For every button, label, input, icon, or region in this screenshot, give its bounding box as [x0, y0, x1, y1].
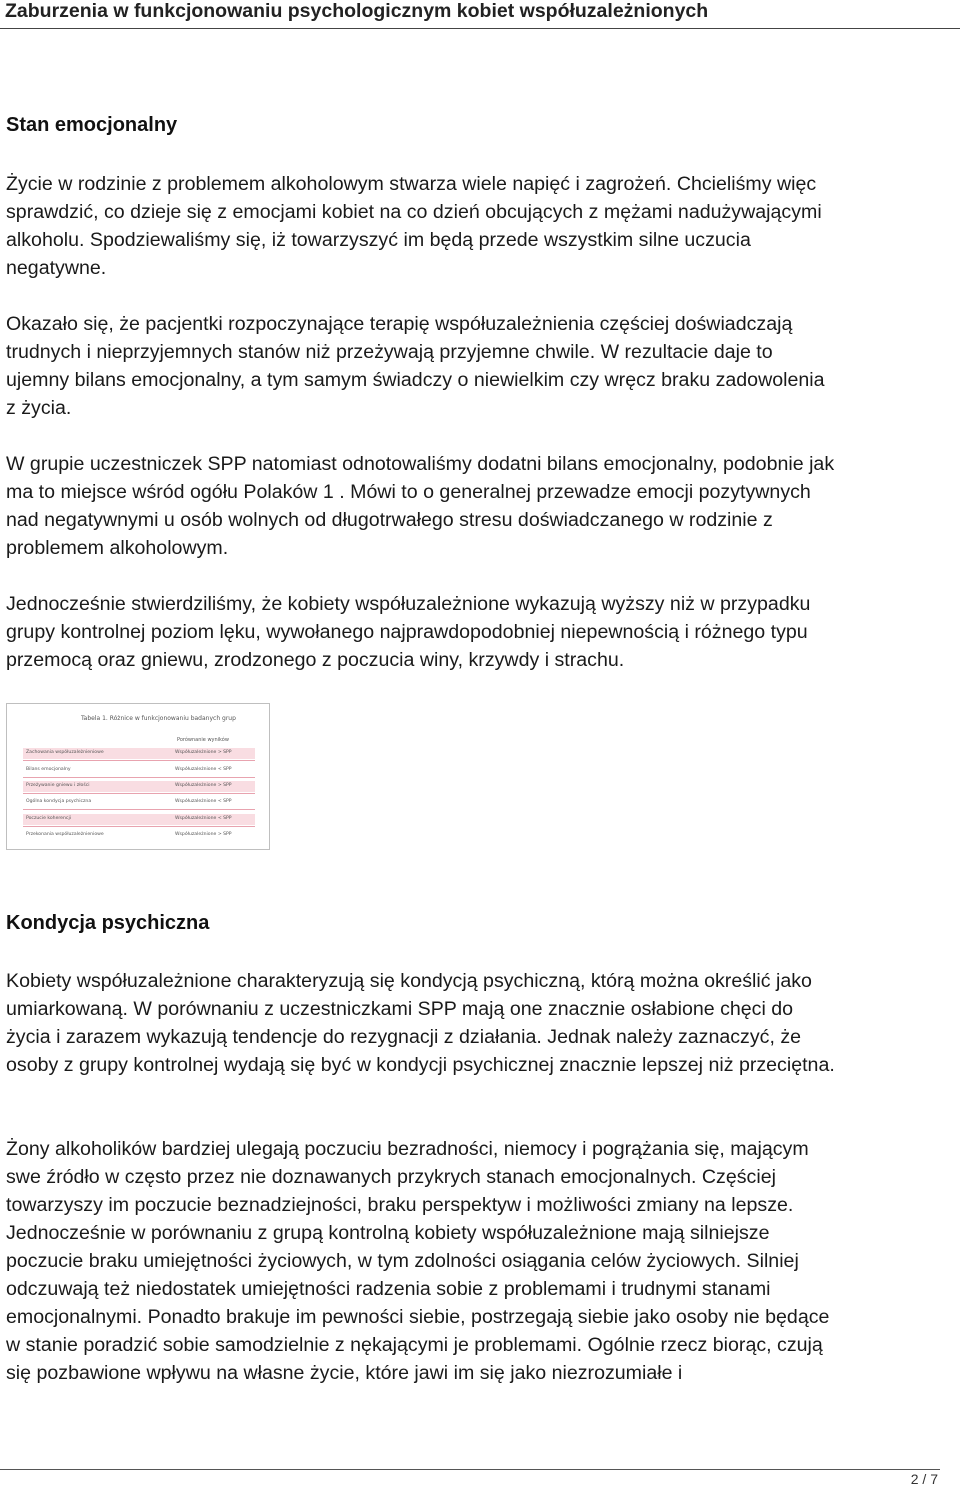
- text-line: przemocą oraz gniewu, zrodzonego z poczucia winy, krzywdy i strachu.: [6, 649, 625, 671]
- text-line: ma to miejsce wśród ogółu Polaków 1 . Mówi to o generalnej przewadze emocji pozytywnych: [6, 481, 811, 503]
- table-divider: [23, 760, 255, 761]
- heading-kondycja-psychiczna: Kondycja psychiczna: [6, 912, 210, 934]
- table-row-label: Bilans emocjonalny: [26, 767, 71, 772]
- text-line: życia i zarazem wykazują tendencje do rezygnacji z działania. Jednak należy zaznaczyć, że: [6, 1026, 802, 1048]
- table-row: [23, 797, 255, 808]
- paragraph-stan-3: [6, 450, 958, 562]
- text-line: negatywne.: [6, 257, 107, 279]
- paragraph-kondycja-1: [6, 967, 958, 1079]
- table-row: [23, 748, 255, 759]
- text-line: ujemny bilans emocjonalny, a tym samym świadczy o niewielkim czy wręcz braku zadowolenia: [6, 369, 825, 391]
- text-line: Jednocześnie stwierdziliśmy, że kobiety współuzależnione wykazują wyższy niż w przypadku: [6, 593, 811, 615]
- table-row-comparison: Współuzależnione > SPP: [175, 750, 232, 755]
- table-divider: [23, 793, 255, 794]
- table-row: [23, 781, 255, 792]
- heading-stan-emocjonalny: Stan emocjonalny: [6, 114, 178, 136]
- table-row-label: Ogólna kondycja psychiczna: [26, 799, 92, 804]
- text-line: odczuwają też niedostatek umiejętności radzenia sobie z problemami i trudnymi stanami: [6, 1278, 771, 1300]
- text-line: osoby z grupy kontrolnej wydają się być w kondycji psychicznej znacznie lepszej niż przeciętna.: [6, 1054, 835, 1076]
- table-row-comparison: Współuzależnione > SPP: [175, 783, 232, 788]
- text-line: Życie w rodzinie z problemem alkoholowym stwarza wiele napięć i zagrożeń. Chcieliśmy więc: [6, 173, 817, 195]
- table-title: Tabela 1. Różnice w funkcjonowaniu badanych grup: [81, 715, 236, 722]
- table-divider: [23, 826, 255, 827]
- table-row-comparison: Współuzależnione < SPP: [175, 767, 232, 772]
- text-line: z życia.: [6, 397, 72, 419]
- text-line: w stanie poradzić sobie samodzielnie z nękającymi je problemami. Ogólnie rzecz biorąc, czują: [6, 1334, 823, 1356]
- table-row: [23, 814, 255, 825]
- text-line: trudnych i nieprzyjemnych stanów niż przeżywają przyjemne chwile. W rezultacie daje to: [6, 341, 773, 363]
- table-row-label: Przeżywanie gniewu i złości: [26, 783, 90, 788]
- text-line: sprawdzić, co dzieje się z emocjami kobiet na co dzień obcujących z mężami nadużywającymi: [6, 201, 822, 223]
- table-row-comparison: Współuzależnione < SPP: [175, 816, 232, 821]
- text-line: Okazało się, że pacjentki rozpoczynające terapię współuzależnienia częściej doświadczają: [6, 313, 793, 335]
- table-row: [23, 830, 255, 841]
- footer-divider: [0, 1469, 940, 1470]
- paragraph-stan-4: [6, 590, 958, 674]
- text-line: Jednocześnie w porównaniu z grupą kontrolną kobiety współuzależnione mają silniejsze: [6, 1222, 770, 1244]
- page-header: [0, 0, 960, 29]
- page-number: 2 / 7: [910, 1471, 938, 1487]
- paragraph-stan-1: [6, 170, 958, 282]
- text-line: swe źródło w często przez nie doznawanych przykrych stanach emocjonalnych. Częściej: [6, 1166, 776, 1188]
- table-column-header: Porównanie wyników: [177, 737, 229, 743]
- table-row: [23, 765, 255, 776]
- table-divider: [23, 777, 255, 778]
- table-row-label: Przekonania współuzależnieniowe: [26, 832, 104, 837]
- comparison-table-image: [6, 703, 270, 850]
- table-row-comparison: Współuzależnione < SPP: [175, 799, 232, 804]
- text-line: się pozbawione wpływu na własne życie, które jawi im się jako niezrozumiałe i: [6, 1362, 683, 1384]
- text-line: Kobiety współuzależnione charakteryzują się kondycją psychiczną, którą można określić jako: [6, 970, 812, 992]
- table-divider: [23, 809, 255, 810]
- paragraph-stan-2: [6, 310, 958, 422]
- text-line: nad negatywnymi u osób wolnych od długotrwałego stresu doświadczanego w rodzinie z: [6, 509, 773, 531]
- document-title: Zaburzenia w funkcjonowaniu psychologicznym kobiet współuzależnionych: [5, 0, 709, 22]
- text-line: problemem alkoholowym.: [6, 537, 229, 559]
- paragraph-kondycja-2: [6, 1135, 958, 1387]
- text-line: alkoholu. Spodziewaliśmy się, iż towarzyszyć im będą przede wszystkim silne uczucia: [6, 229, 751, 251]
- table-row-label: Zachowania współuzależnieniowe: [26, 750, 104, 755]
- text-line: W grupie uczestniczek SPP natomiast odnotowaliśmy dodatni bilans emocjonalny, podobnie jak: [6, 453, 835, 475]
- text-line: emocjonalnymi. Ponadto brakuje im pewności siebie, postrzegają siebie jako osoby nie będące: [6, 1306, 830, 1328]
- text-line: umiarkowaną. W porównaniu z uczestniczkami SPP mają one znacznie osłabione chęci do: [6, 998, 794, 1020]
- text-line: Żony alkoholików bardziej ulegają poczuciu bezradności, niemocy i pogrążania się, mającym: [6, 1138, 809, 1160]
- table-row-label: Poczucie koherencji: [26, 816, 72, 821]
- table-row-comparison: Współuzależnione > SPP: [175, 832, 232, 837]
- text-line: grupy kontrolnej poziom lęku, wywołanego najprawdopodobniej niepewnością i różnego typu: [6, 621, 808, 643]
- text-line: poczucie braku umiejętności życiowych, w tym zdolności osiągania celów życiowych. Silniej: [6, 1250, 799, 1272]
- text-line: towarzyszy im poczucie beznadziejności, braku perspektyw i możliwości zmiany na lepsze.: [6, 1194, 794, 1216]
